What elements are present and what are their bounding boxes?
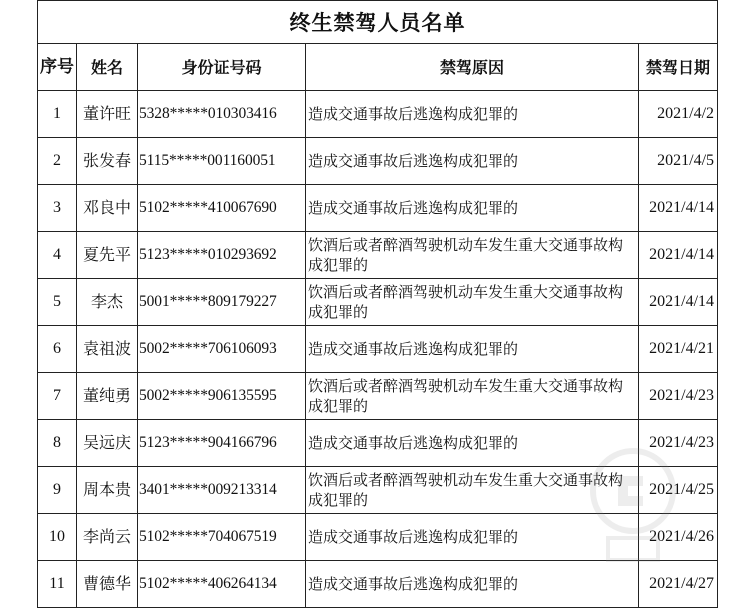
cell-name: 董许旺 [77,91,138,138]
table-row [38,326,718,373]
cell-name: 李杰 [77,279,138,326]
cell-id-number: 5115*****001160051 [138,138,306,185]
cell-reason: 造成交通事故后逃逸构成犯罪的 [306,326,639,373]
header-date: 禁驾日期 [639,44,718,91]
cell-date: 2021/4/27 [639,561,718,608]
cell-date: 2021/4/21 [639,326,718,373]
cell-date: 2021/4/14 [639,232,718,279]
cell-seq: 5 [38,279,77,326]
cell-reason: 造成交通事故后逃逸构成犯罪的 [306,138,639,185]
cell-reason: 造成交通事故后逃逸构成犯罪的 [306,514,639,561]
cell-name: 吴远庆 [77,420,138,467]
cell-id-number: 3401*****009213314 [138,467,306,514]
banned-drivers-table [37,0,718,608]
cell-id-number: 5328*****010303416 [138,91,306,138]
cell-seq: 8 [38,420,77,467]
cell-seq: 4 [38,232,77,279]
header-name: 姓名 [77,44,138,91]
cell-seq: 7 [38,373,77,420]
table-row [38,232,718,279]
cell-reason: 饮酒后或者醉酒驾驶机动车发生重大交通事故构成犯罪的 [306,232,639,279]
cell-name: 袁祖波 [77,326,138,373]
cell-reason: 饮酒后或者醉酒驾驶机动车发生重大交通事故构成犯罪的 [306,373,639,420]
cell-date: 2021/4/5 [639,138,718,185]
cell-id-number: 5123*****010293692 [138,232,306,279]
header-reason: 禁驾原因 [306,44,639,91]
cell-id-number: 5123*****904166796 [138,420,306,467]
table-row [38,138,718,185]
table-row [38,185,718,232]
cell-name: 邓良中 [77,185,138,232]
cell-reason: 饮酒后或者醉酒驾驶机动车发生重大交通事故构成犯罪的 [306,467,639,514]
cell-id-number: 5001*****809179227 [138,279,306,326]
cell-seq: 2 [38,138,77,185]
cell-id-number: 5102*****704067519 [138,514,306,561]
cell-date: 2021/4/26 [639,514,718,561]
cell-id-number: 5102*****410067690 [138,185,306,232]
cell-seq: 9 [38,467,77,514]
cell-name: 李尚云 [77,514,138,561]
cell-reason: 造成交通事故后逃逸构成犯罪的 [306,91,639,138]
table-row [38,279,718,326]
table-body [38,91,718,608]
cell-date: 2021/4/14 [639,185,718,232]
cell-id-number: 5102*****406264134 [138,561,306,608]
cell-seq: 3 [38,185,77,232]
cell-reason: 造成交通事故后逃逸构成犯罪的 [306,420,639,467]
cell-seq: 10 [38,514,77,561]
cell-name: 张发春 [77,138,138,185]
table-row [38,514,718,561]
cell-id-number: 5002*****706106093 [138,326,306,373]
cell-name: 董纯勇 [77,373,138,420]
cell-date: 2021/4/14 [639,279,718,326]
table-row [38,467,718,514]
table-row [38,420,718,467]
cell-reason: 饮酒后或者醉酒驾驶机动车发生重大交通事故构成犯罪的 [306,279,639,326]
table-row [38,561,718,608]
cell-seq: 6 [38,326,77,373]
table-row [38,91,718,138]
cell-date: 2021/4/23 [639,420,718,467]
header-seq: 序号 [38,44,77,91]
cell-reason: 造成交通事故后逃逸构成犯罪的 [306,185,639,232]
cell-reason: 造成交通事故后逃逸构成犯罪的 [306,561,639,608]
header-id: 身份证号码 [138,44,306,91]
document-sheet [37,0,717,608]
cell-seq: 11 [38,561,77,608]
table-title: 终生禁驾人员名单 [38,1,718,44]
cell-name: 夏先平 [77,232,138,279]
cell-name: 周本贵 [77,467,138,514]
cell-id-number: 5002*****906135595 [138,373,306,420]
table-row [38,373,718,420]
cell-name: 曹德华 [77,561,138,608]
cell-date: 2021/4/2 [639,91,718,138]
cell-date: 2021/4/25 [639,467,718,514]
cell-seq: 1 [38,91,77,138]
cell-date: 2021/4/23 [639,373,718,420]
